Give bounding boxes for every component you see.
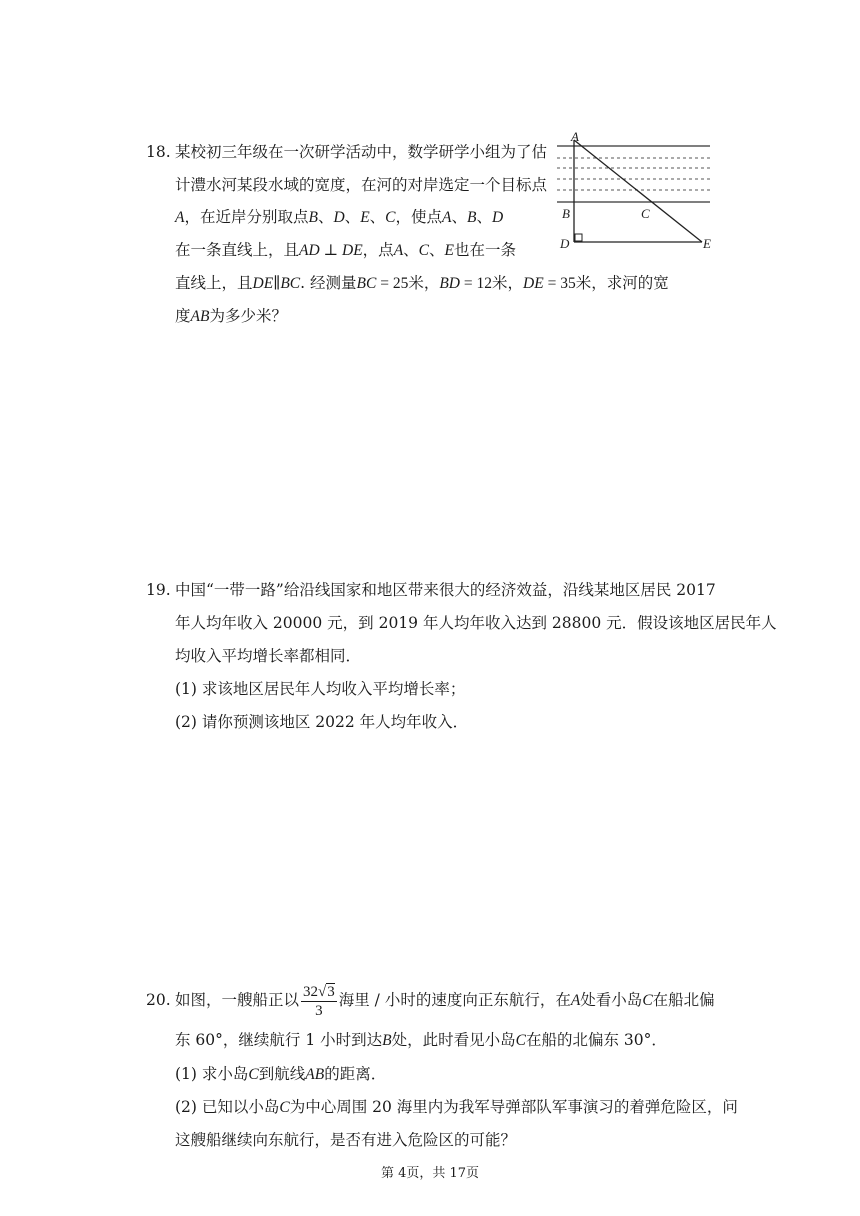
text: 、 <box>317 208 334 226</box>
text: 直线上，且 <box>175 274 253 292</box>
question-number-18: 18. <box>146 143 171 161</box>
math-var: AB <box>305 1066 325 1083</box>
text: 在一条直线上，且 <box>175 241 300 259</box>
math-var: D <box>492 209 504 226</box>
q18-line-6 <box>175 306 287 327</box>
text: (2) 已知以小岛 <box>175 1098 280 1116</box>
math-expr: AD ⊥ DE <box>299 242 363 259</box>
math-var: BD <box>439 275 461 292</box>
q19-line-1: 中国“一带一路”给沿线国家和地区带来很大的经济效益，沿线某地区居民 2017 <box>175 581 716 599</box>
page-footer: 第 4页，共 17页 <box>380 1166 480 1181</box>
text: 处看小岛 <box>580 991 643 1009</box>
math-var: C <box>248 1066 259 1083</box>
question-number-19: 19. <box>146 581 171 599</box>
math-var: DE <box>523 275 544 292</box>
text: 、 <box>344 208 361 226</box>
segment-AE <box>574 140 702 242</box>
text: 米， <box>408 274 440 292</box>
text: 的距离． <box>324 1065 387 1083</box>
q18-line-3 <box>175 207 503 228</box>
math-var: E <box>360 209 370 226</box>
math-var: C <box>418 242 430 259</box>
text: 、 <box>429 241 445 259</box>
text: 、 <box>369 208 386 226</box>
math-var: A <box>393 242 404 259</box>
q19-subquestion-1: (1) 求该地区居民年人均收入平均增长率； <box>175 680 466 698</box>
math-num: = 25 <box>376 275 409 292</box>
math-var: C <box>279 1099 290 1116</box>
q20-subquestion-2-cont: 这艘船继续向东航行，是否有进入危险区的可能？ <box>175 1131 517 1149</box>
speed-fraction: $\frac{32√3}{3}$ <box>303 983 335 1019</box>
math-var: A <box>570 992 581 1009</box>
q18-line-5 <box>175 273 669 294</box>
text: 米，求河的宽 <box>575 274 669 292</box>
text: 在船的北偏东 30°． <box>525 1031 667 1049</box>
math-var: D <box>333 209 345 226</box>
figure-label-D: D <box>560 236 570 251</box>
math-var: A <box>442 209 452 226</box>
text: 处，此时看见小岛 <box>391 1031 516 1049</box>
text: ，在近岸分别取点 <box>184 208 309 226</box>
math-var: C <box>385 209 396 226</box>
text: (1) 求小岛 <box>175 1065 249 1083</box>
q20-line-2 <box>175 1030 667 1051</box>
text: 如图，一艘船正以 <box>175 991 300 1009</box>
question-number-20: 20. <box>146 991 171 1009</box>
q18-line-4 <box>175 240 516 261</box>
math-var: B <box>382 1032 392 1049</box>
frac-den: 3 <box>315 1002 323 1019</box>
text: 为中心周围 20 海里内为我军导弹部队军事演习的着弹危险区，问 <box>289 1098 738 1116</box>
frac-sqrt: 3 <box>327 983 335 1000</box>
q20-line-1 <box>175 972 715 1028</box>
math-var: B <box>308 209 318 226</box>
q18-line-2: 计澧水河某段水域的宽度，在河的对岸选定一个目标点 <box>175 176 548 194</box>
math-var: E <box>444 242 454 259</box>
q19-line-3: 均收入平均增长率都相同． <box>175 647 362 665</box>
q18-line-1: 某校初三年级在一次研学活动中，数学研学小组为了估 <box>175 143 548 161</box>
figure-label-C: C <box>641 206 650 221</box>
right-angle-mark <box>575 234 582 241</box>
q20-subquestion-1 <box>175 1064 386 1085</box>
math-var: B <box>467 209 477 226</box>
figure-label-A: A <box>571 130 579 144</box>
q19-line-2: 年人均年收入 20000 元，到 2019 年人均年收入达到 28800 元．假设该地区居民年人 <box>175 614 777 632</box>
math-expr: DE∥BC <box>252 275 301 292</box>
text: 、 <box>403 241 419 259</box>
q19-subquestion-2: (2) 请你预测该地区 2022 年人均年收入． <box>175 713 469 731</box>
math-var: BC <box>356 275 377 292</box>
text: 为多少米？ <box>209 307 287 325</box>
text: ，点 <box>362 241 394 259</box>
text: 在船北偏 <box>652 991 715 1009</box>
math-num: = 12 <box>460 275 493 292</box>
text: 、 <box>451 208 468 226</box>
text: 也在一条 <box>454 241 517 259</box>
river-figure <box>552 130 717 252</box>
math-num: = 35 <box>543 275 576 292</box>
math-var: A <box>175 209 185 226</box>
text: 到航线 <box>258 1065 306 1083</box>
math-var: C <box>515 1032 526 1049</box>
text: 度 <box>175 307 191 325</box>
text: 、 <box>476 208 492 226</box>
figure-label-E: E <box>703 236 711 251</box>
frac-num: 32 <box>303 983 319 1000</box>
text: 米， <box>492 274 524 292</box>
text: ，使点 <box>395 208 443 226</box>
q20-subquestion-2 <box>175 1097 738 1118</box>
math-var: C <box>642 992 653 1009</box>
text: . 经测量 <box>300 274 357 292</box>
math-var: AB <box>190 308 210 325</box>
text: 海里 / 小时的速度向正东航行，在 <box>338 991 571 1009</box>
text: 东 60°，继续航行 1 小时到达 <box>175 1031 383 1049</box>
figure-label-B: B <box>562 206 570 221</box>
